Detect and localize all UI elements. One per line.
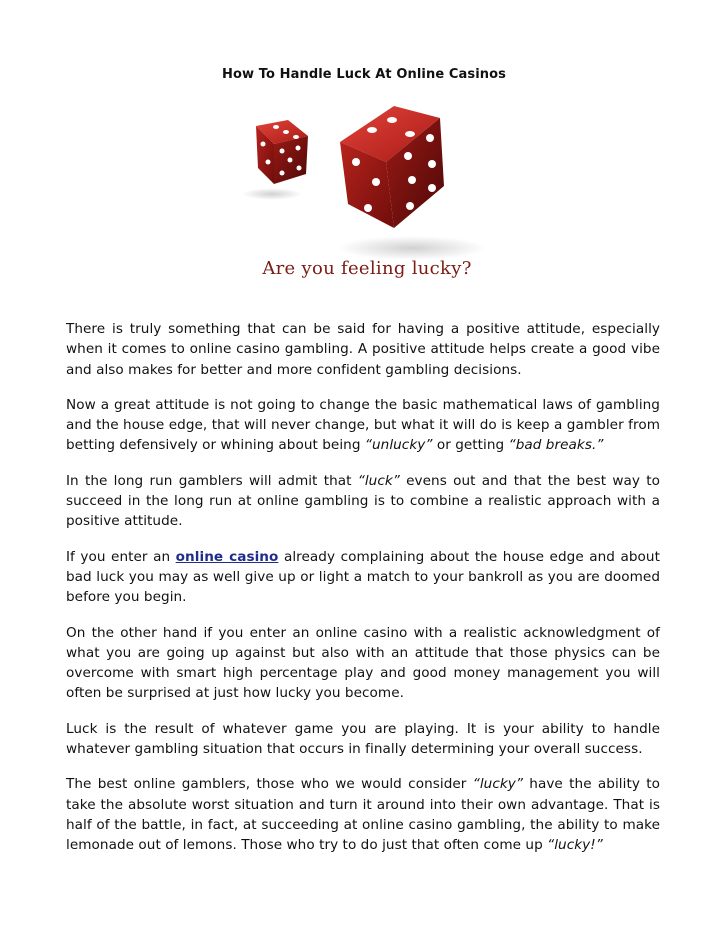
paragraph	[66, 471, 660, 532]
page-title: How To Handle Luck At Online Casinos	[221, 67, 507, 82]
paragraph-text: If you enter an	[66, 548, 176, 565]
article-body	[66, 319, 660, 871]
paragraph	[66, 319, 660, 380]
paragraph	[66, 547, 660, 608]
paragraph-text: evens out and that the best way to succeed in the long run at online gambling is to combine a realistic approach with a positive attitude.	[66, 472, 660, 530]
paragraph-text: Now a great attitude is not going to change the basic mathematical laws of gambling and the house edge, that will never change, but what it will do is keep a gambler from betting defensively or whining about being	[66, 396, 660, 454]
emphasis-text: “bad breaks.”	[508, 437, 604, 454]
large-die	[337, 106, 487, 260]
paragraph-text: There is truly something that can be said for having a positive attitude, especially when it comes to online casino gambling. A positive attitude helps create a good vibe and also makes for better and more confident gambling decisions.	[66, 321, 660, 378]
paragraph	[66, 774, 660, 855]
paragraph	[66, 719, 660, 760]
paragraph-text: or getting	[432, 437, 509, 454]
paragraph-text: already complaining about the house edge and about bad luck you may as well give up or light a match to your bankroll as you are doomed before you begin.	[66, 548, 660, 606]
emphasis-text: “luck”	[357, 472, 400, 489]
paragraph-text: In the long run gamblers will admit that	[66, 472, 358, 489]
online-casino-link[interactable]: online casino	[175, 548, 279, 565]
paragraph	[66, 623, 660, 704]
emphasis-text: “lucky!”	[547, 837, 603, 854]
emphasis-text: “lucky”	[472, 776, 523, 793]
emphasis-text: “unlucky”	[364, 437, 433, 454]
small-die	[242, 120, 308, 200]
paragraph-text: Luck is the result of whatever game you are playing. It is your ability to handle whatever gambling situation that occurs in finally determining your overall success.	[66, 720, 660, 758]
paragraph-text: On the other hand if you enter an online casino with a realistic acknowledgment of what you are going up against but also with an attitude that those physics can be overcome with smart high percentage play and good money management you will often be surprised at just how lucky you become.	[66, 624, 660, 702]
paragraph	[66, 395, 660, 456]
paragraph-text: The best online gamblers, those who we would consider	[66, 776, 473, 793]
hero-caption: Are you feeling lucky?	[262, 258, 472, 279]
paragraph-text: have the ability to take the absolute worst situation and turn it around into their own advantage. That is half of the battle, in fact, at succeeding at online casino gambling, the ability to make lemonade out of lemons. Those who try to do just that often come up	[66, 776, 661, 854]
